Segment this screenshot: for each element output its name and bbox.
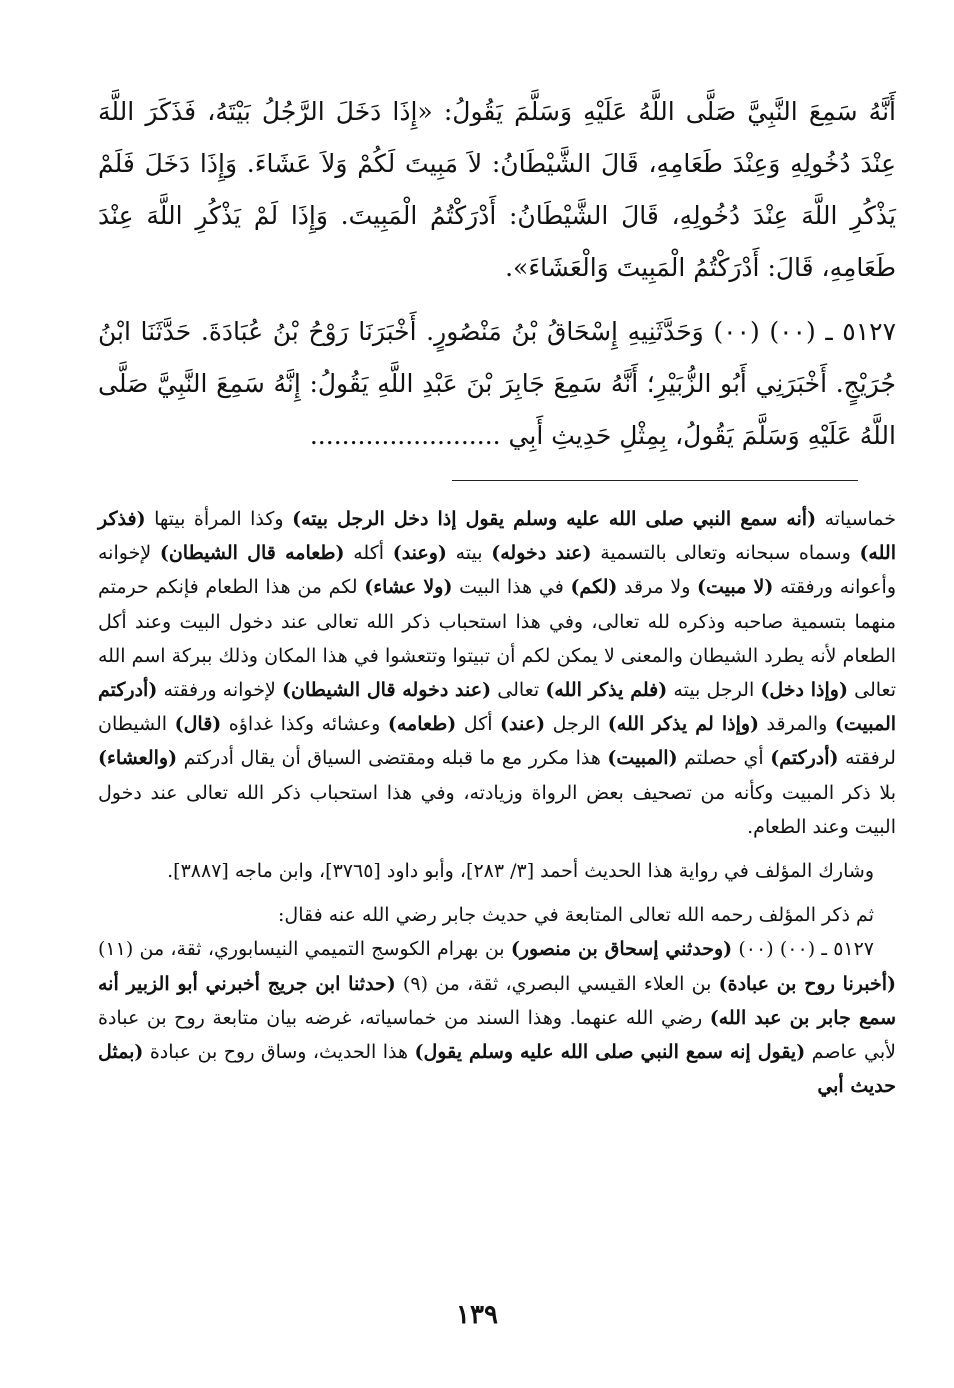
commentary-quoted-phrase: (المبيت) xyxy=(607,747,678,770)
commentary-text: بلا ذكر المبيت وكأنه من تصحيف بعض الرواة وزيادته، وفي هذا استحباب ذكر الله تعالى عند دخول البيت وعند الطعام. xyxy=(98,781,896,838)
commentary-text: لإخوانه ورفقته xyxy=(157,679,283,702)
commentary-quoted-phrase: (عند دخوله قال الشيطان) xyxy=(282,679,492,702)
commentary-text: رضي الله عنهما. وهذا السند من خماسياته، غرضه بيان متابعة روح بن عبادة لأبي عاصم xyxy=(98,1006,896,1064)
commentary-text: بيته xyxy=(446,542,492,565)
commentary-quoted-phrase: (طعامه قال الشيطان) xyxy=(159,542,345,565)
commentary-quoted-phrase: (عند) xyxy=(500,713,546,736)
commentary-paragraph-1 xyxy=(98,502,896,844)
commentary-quoted-phrase: (وإذا لم يذكر الله) xyxy=(607,713,760,736)
hadith-paragraph-2: ٥١٢٧ ـ (٠٠) (٠٠) وَحَدَّثَنِيهِ إِسْحَاقُ بْنُ مَنْصُورٍ. أَخْبَرَنَا رَوْحُ بْنُ عُبَادَةَ. حَدَّثَنَا ابْنُ جُرَيْجٍ. أَخْبَرَنِي أَبُو الزُّبَيْرِ؛ أَنَّهُ سَمِعَ جَابِرَ بْنَ عَبْدِ اللَّهِ يَقُولُ: إِنَّهُ سَمِعَ النَّبِيَّ صَلَّى اللَّهُ عَلَيْهِ وَسَلَّمَ يَقُولُ، بِمِثْلِ حَدِيثِ أَبِي ........................ xyxy=(98,317,896,450)
commentary-text: لإخوانه وأعوانه ورفقته xyxy=(98,542,897,599)
commentary-text: وعشائه وكذا غداؤه xyxy=(221,713,388,736)
commentary-text: أكله xyxy=(344,542,393,565)
commentary-text: تعالى xyxy=(491,679,546,702)
commentary-quoted-phrase: (يقول إنه سمع النبي صلى الله عليه وسلم يقول) xyxy=(414,1041,806,1064)
commentary xyxy=(98,502,896,1103)
commentary-quoted-phrase: (عند دخوله) xyxy=(491,542,592,565)
commentary-text: وسماه سبحانه وتعالى بالتسمية xyxy=(591,542,860,565)
commentary-paragraph-2: وشارك المؤلف في رواية هذا الحديث أحمد [٣/ ٢٨٣]، وأبو داود [٣٧٦٥]، وابن ماجه [٣٨٨٧]. xyxy=(167,860,874,883)
commentary-text: أكل xyxy=(456,713,501,736)
commentary-text: ٥١٢٧ ـ (٠٠) (٠٠) xyxy=(732,938,875,961)
commentary-text: ولا مرقد xyxy=(617,576,698,599)
commentary-quoted-phrase: (أدركتم) xyxy=(770,747,839,770)
commentary-quoted-phrase: (فلم يذكر الله) xyxy=(545,679,668,702)
commentary-quoted-phrase: (طعامه) xyxy=(387,713,457,736)
hadith-text xyxy=(98,86,896,462)
commentary-text: بن العلاء القيسي البصري، ثقة، من (٩) xyxy=(395,972,719,995)
commentary-quoted-phrase: (وحدثني إسحاق بن منصور) xyxy=(510,938,733,961)
commentary-text: بن بهرام الكوسج التميمي النيسابوري، ثقة، من (١١) xyxy=(98,938,511,961)
commentary-quoted-phrase: (ولا عشاء) xyxy=(364,576,453,599)
commentary-text: لكم من هذا الطعام فإنكم حرمتم منهما بتسمية صاحبه وذكره لله تعالى، وفي هذا استحباب ذكر الله تعالى عند دخول البيت وعند أكل الطعام لأنه يطرد الشيطان والمعنى لا يمكن لكم أن تبيتوا وتتعشوا في هذا المكان وذلك ببركة اسم الله تعالى xyxy=(98,576,897,702)
commentary-paragraph-3: ثم ذكر المؤلف رحمه الله تعالى المتابعة في حديث جابر رضي الله عنه فقال: xyxy=(277,904,874,927)
commentary-text: وكذا المرأة بيتها xyxy=(145,508,293,530)
commentary-quoted-phrase: (أدركتم المبيت) xyxy=(98,679,897,736)
commentary-quoted-phrase: (أخبرنا روح بن عبادة) xyxy=(718,972,896,995)
commentary-text: خماسياته xyxy=(816,508,897,530)
commentary-quoted-phrase: (أنه سمع النبي صلى الله عليه وسلم يقول إذا دخل الرجل بيته) xyxy=(292,508,817,530)
commentary-quoted-phrase: (والعشاء) xyxy=(98,747,178,770)
commentary-quoted-phrase: (بمثل حديث أبي xyxy=(98,1041,896,1098)
commentary-paragraph-4 xyxy=(98,932,896,1103)
commentary-text: الشيطان لرفقته xyxy=(98,713,896,770)
commentary-quoted-phrase: (وإذا دخل) xyxy=(760,679,848,702)
commentary-quoted-phrase: (لا مبيت) xyxy=(697,576,774,599)
hadith-paragraph-1: أَنَّهُ سَمِعَ النَّبِيَّ صَلَّى اللَّهُ عَلَيْهِ وَسَلَّمَ يَقُولُ: «إِذَا دَخَلَ الرَّجُلُ بَيْتَهُ، فَذَكَرَ اللَّهَ عِنْدَ دُخُولِهِ وَعِنْدَ طَعَامِهِ، قَالَ الشَّيْطَانُ: لاَ مَبِيتَ لَكُمْ وَلاَ عَشَاءَ. وَإِذَا دَخَلَ فَلَمْ يَذْكُرِ اللَّهَ عِنْدَ دُخُولِهِ، قَالَ الشَّيْطَانُ: أَدْرَكْتُمُ الْمَبِيتَ. وَإِذَا لَمْ يَذْكُرِ اللَّهَ عِنْدَ طَعَامِهِ، قَالَ: أَدْرَكْتُمُ الْمَبِيتَ وَالْعَشَاءَ». xyxy=(98,97,896,282)
commentary-quoted-phrase: (وعند) xyxy=(392,542,447,565)
commentary-quoted-phrase: (قال) xyxy=(174,713,222,736)
commentary-text: الرجل بيته xyxy=(667,679,761,702)
commentary-text: أي حصلتم xyxy=(677,747,771,770)
footnote-divider xyxy=(452,480,858,481)
commentary-text: هذا مكرر مع ما قبله ومقتضى السياق أن يقال أدركتم xyxy=(177,747,608,770)
commentary-text: والمرقد xyxy=(759,713,835,736)
commentary-text: في هذا البيت xyxy=(452,576,571,599)
commentary-quoted-phrase: (حدثنا ابن جريج أخبرني أبو الزبير أنه سمع جابر بن عبد الله) xyxy=(98,972,896,1029)
commentary-text: هذا الحديث، وساق روح بن عبادة xyxy=(143,1041,415,1064)
page-number: ١٣٩ xyxy=(456,1300,498,1330)
commentary-quoted-phrase: (فذكر الله) xyxy=(98,508,896,565)
commentary-quoted-phrase: (لكم) xyxy=(570,576,618,599)
commentary-text: الرجل xyxy=(545,713,608,736)
